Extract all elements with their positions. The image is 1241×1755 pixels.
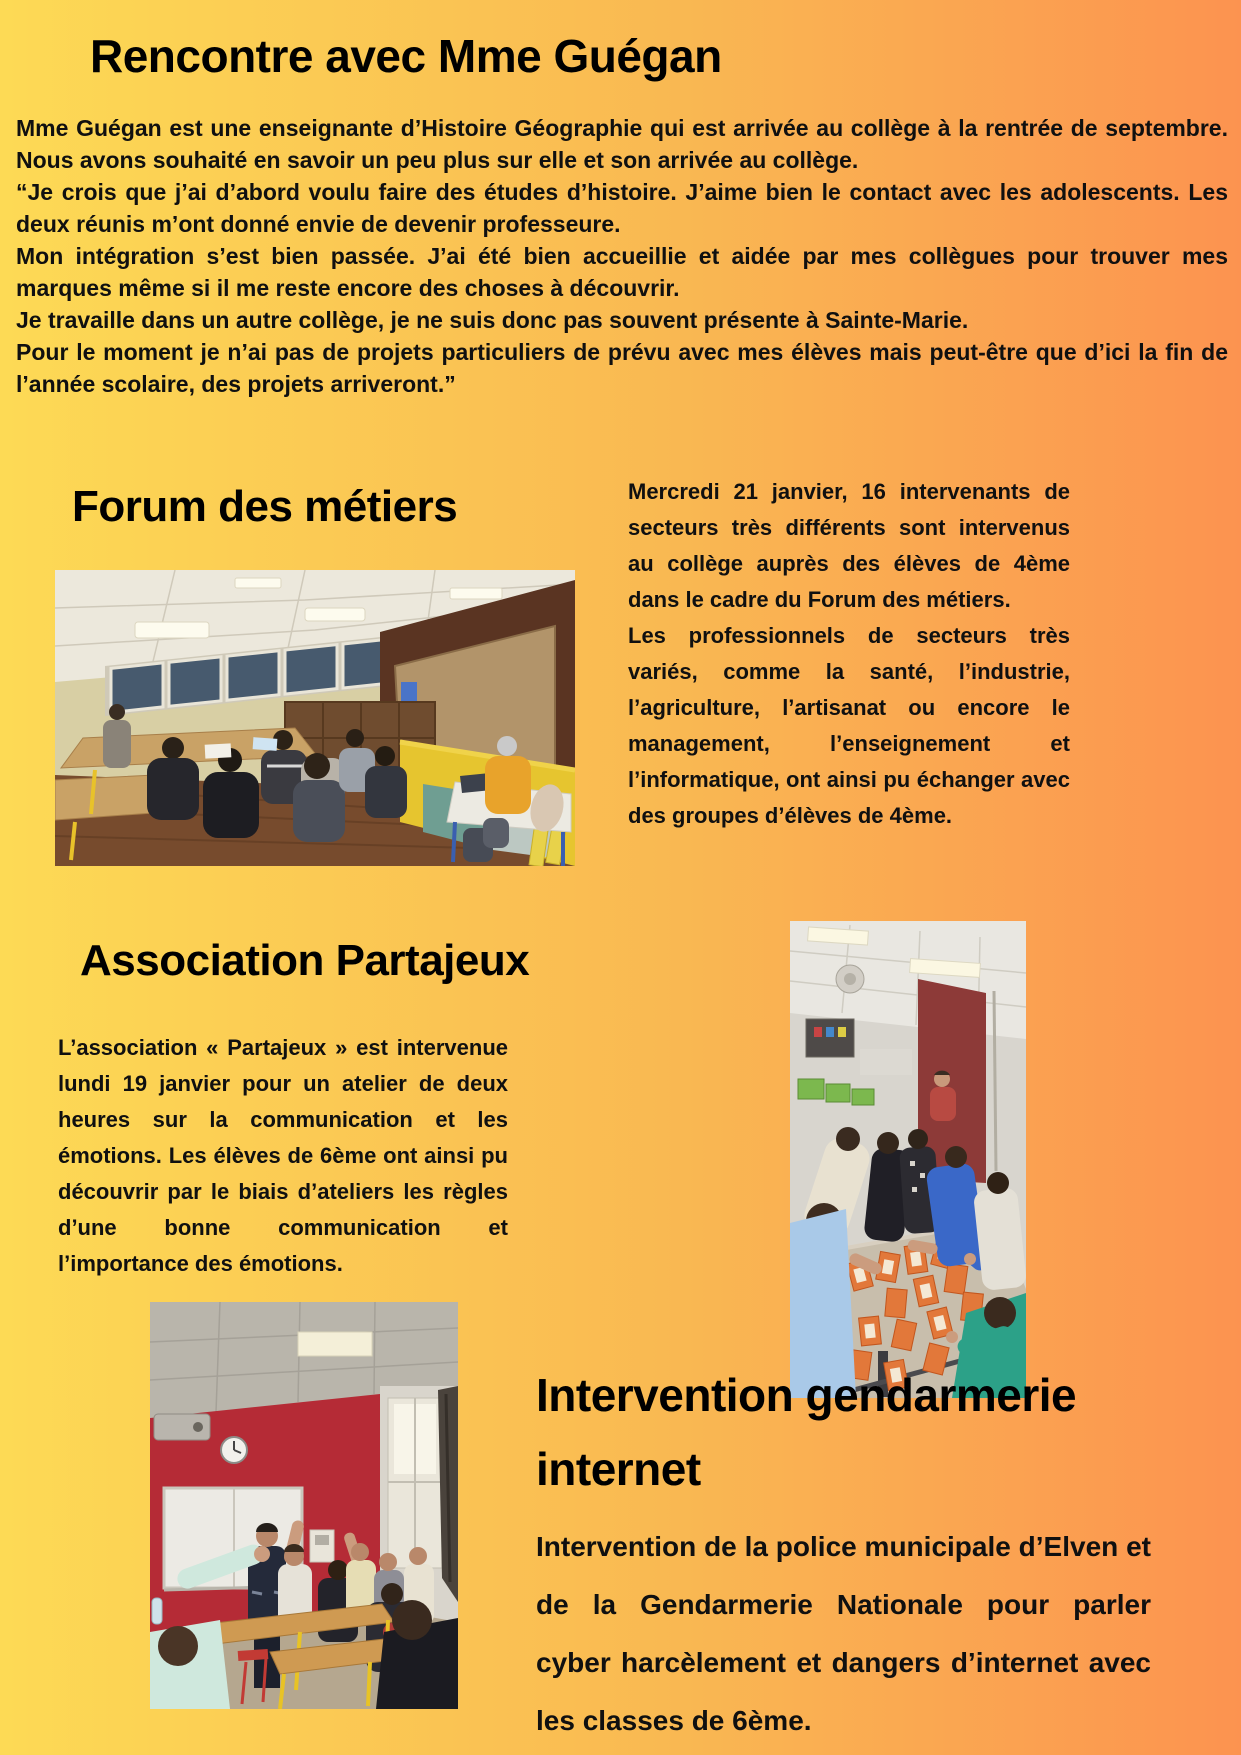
forum-section-title: Forum des métiers [72, 482, 458, 531]
partajeux-workshop-illustration [790, 921, 1026, 1398]
partajeux-section-title: Association Partajeux [80, 936, 530, 985]
partajeux-card-workshop-photo [790, 921, 1026, 1398]
forum-classroom-illustration [55, 570, 575, 866]
gendarmerie-classroom-illustration [150, 1302, 458, 1709]
forum-classroom-photo [55, 570, 575, 866]
intro-paragraph-3: Mon intégration s’est bien passée. J’ai été bien accueillie et aidée par mes collègues pour trouver mes marques même si il me reste encore des choses à découvrir. [16, 243, 1228, 301]
forum-section-text [628, 474, 1070, 834]
partajeux-paragraph: L’association « Partajeux » est intervenue lundi 19 janvier pour un atelier de deux heures sur la communication et les émotions. Les élèves de 6ème ont ainsi pu découvrir par le biais d’ateliers les règles d’une bonne communication et l’importance des émotions. [58, 1035, 508, 1276]
intro-paragraph-1: Mme Guégan est une enseignante d’Histoire Géographie qui est arrivée au collège à la rentrée de septembre. Nous avons souhaité en savoir un peu plus sur elle et son arrivée au collège. [16, 115, 1228, 173]
gendarmerie-section-title: Intervention gendarmerie internet [536, 1369, 1077, 1495]
intro-section [16, 112, 1228, 400]
gendarmerie-classroom-photo [150, 1302, 458, 1709]
forum-paragraph-2: Les professionnels de secteurs très variés, comme la santé, l’industrie, l’agriculture, l’artisanat ou encore le management, l’enseignement et l’informatique, ont ainsi pu échanger avec des groupes d’élèves de 4ème. [628, 623, 1070, 828]
intro-paragraph-2: “Je crois que j’ai d’abord voulu faire des études d’histoire. J’aime bien le contact avec les adolescents. Les deux réunis m’ont donné envie de devenir professeure. [16, 179, 1228, 237]
intro-paragraph-5: Pour le moment je n’ai pas de projets particuliers de prévu avec mes élèves mais peut-être que d’ici la fin de l’année scolaire, des projets arriveront.” [16, 339, 1228, 397]
gendarmerie-paragraph: Intervention de la police municipale d’Elven et de la Gendarmerie Nationale pour parler cyber harcèlement et dangers d’internet avec les classes de 6ème. [536, 1531, 1151, 1736]
page-title: Rencontre avec Mme Guégan [90, 30, 722, 82]
partajeux-section-text [58, 1030, 508, 1282]
forum-paragraph-1: Mercredi 21 janvier, 16 intervenants de secteurs très différents sont intervenus au collège auprès des élèves de 4ème dans le cadre du Forum des métiers. [628, 479, 1070, 612]
gendarmerie-section-text [536, 1518, 1151, 1750]
intro-paragraph-4: Je travaille dans un autre collège, je ne suis donc pas souvent présente à Sainte-Marie. [16, 307, 969, 333]
